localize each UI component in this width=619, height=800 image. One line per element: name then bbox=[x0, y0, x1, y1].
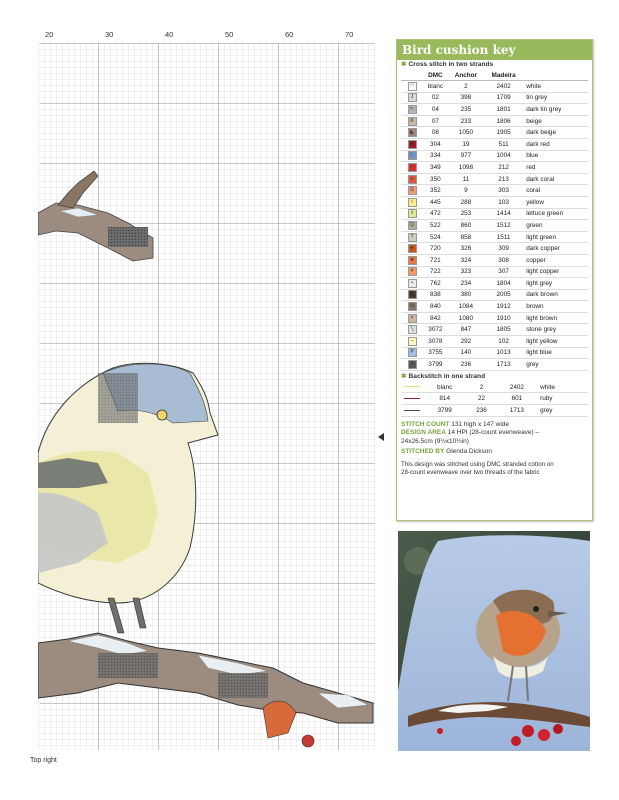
thread-symbol-cell bbox=[401, 150, 423, 162]
thread-symbol-cell bbox=[401, 185, 423, 197]
thread-name-cell: light yellow bbox=[523, 336, 588, 348]
thread-row bbox=[401, 92, 588, 104]
dmc-cell: 304 bbox=[423, 138, 448, 150]
cross-stitch-heading-text: Cross stitch in two strands bbox=[408, 61, 494, 68]
anchor-cell: 2 bbox=[466, 382, 496, 393]
thread-symbol-cell bbox=[401, 254, 423, 266]
thread-swatch-icon: ♀ bbox=[408, 198, 417, 207]
thread-symbol-cell bbox=[401, 81, 423, 93]
backstitch-table bbox=[401, 382, 588, 417]
axis-label: 20 bbox=[45, 30, 54, 39]
anchor-cell: 847 bbox=[448, 324, 484, 336]
thread-swatch-icon: ♠ bbox=[408, 244, 417, 253]
madeira-cell: 2402 bbox=[497, 382, 537, 393]
anchor-cell: 326 bbox=[448, 243, 484, 255]
thread-name-cell: brown bbox=[523, 301, 588, 313]
note-line: This design was stitched using DMC stranded cotton on bbox=[401, 460, 554, 468]
stitch-count-label: STITCH COUNT bbox=[401, 420, 450, 428]
thread-swatch-icon: ? bbox=[408, 233, 417, 242]
chart-axis-labels bbox=[0, 30, 380, 42]
thread-row bbox=[401, 173, 588, 185]
design-area bbox=[397, 429, 592, 438]
thread-swatch-icon: P bbox=[408, 348, 417, 357]
thread-row bbox=[401, 347, 588, 359]
stitched-by bbox=[397, 448, 592, 457]
thread-symbol-cell bbox=[401, 301, 423, 313]
thread-row bbox=[401, 162, 588, 174]
thread-name-cell: light grey bbox=[523, 278, 588, 290]
key-title: Bird cushion key bbox=[397, 40, 592, 60]
thread-name-cell: yellow bbox=[523, 196, 588, 208]
backstitch-row bbox=[401, 405, 588, 417]
thread-name-cell: green bbox=[523, 220, 588, 232]
thread-name-cell: blue bbox=[523, 150, 588, 162]
thread-row bbox=[401, 138, 588, 150]
cross-stitch-table bbox=[401, 70, 588, 371]
thread-swatch-icon: + bbox=[408, 175, 417, 184]
thread-symbol-cell bbox=[401, 243, 423, 255]
thread-swatch-icon: − bbox=[408, 337, 417, 346]
dmc-cell: blanc bbox=[423, 81, 448, 93]
thread-symbol-cell bbox=[401, 312, 423, 324]
madeira-cell: 2005 bbox=[484, 289, 523, 301]
design-area-size: 24x26.5cm (9½x10½in) bbox=[401, 437, 469, 445]
anchor-cell: 380 bbox=[448, 289, 484, 301]
dmc-cell: 3755 bbox=[423, 347, 448, 359]
thread-row bbox=[401, 115, 588, 127]
stitch-count-value: 131 high x 147 wide bbox=[451, 420, 510, 428]
thread-swatch-icon: J bbox=[408, 93, 417, 102]
thread-symbol-cell bbox=[401, 347, 423, 359]
thread-name-cell: red bbox=[523, 162, 588, 174]
thread-row bbox=[401, 289, 588, 301]
madeira-cell: 103 bbox=[484, 196, 523, 208]
anchor-cell: 140 bbox=[448, 347, 484, 359]
thread-row bbox=[401, 81, 588, 93]
thread-row bbox=[401, 220, 588, 232]
stitch-note bbox=[397, 461, 592, 477]
backstitch-line-icon bbox=[404, 386, 420, 387]
madeira-cell: 303 bbox=[484, 185, 523, 197]
thread-swatch-icon: K bbox=[408, 117, 417, 126]
anchor-cell: 2 bbox=[448, 81, 484, 93]
thread-symbol-cell bbox=[401, 208, 423, 220]
thread-symbol-cell bbox=[401, 324, 423, 336]
column-header: DMC bbox=[423, 70, 448, 81]
thread-name-cell: beige bbox=[523, 115, 588, 127]
thread-symbol-cell bbox=[401, 127, 423, 139]
dmc-cell: 445 bbox=[423, 196, 448, 208]
symbol-column-header bbox=[401, 70, 423, 81]
cushion-photo bbox=[398, 531, 590, 751]
thread-symbol-cell bbox=[401, 266, 423, 278]
anchor-cell: 1098 bbox=[448, 162, 484, 174]
dmc-cell: 350 bbox=[423, 173, 448, 185]
madeira-cell: 212 bbox=[484, 162, 523, 174]
thread-row bbox=[401, 266, 588, 278]
madeira-cell: 1804 bbox=[484, 278, 523, 290]
thread-swatch-icon: ★ bbox=[408, 256, 417, 265]
anchor-cell: 233 bbox=[448, 115, 484, 127]
anchor-cell: 398 bbox=[448, 92, 484, 104]
thread-swatch-icon: ╲ bbox=[408, 325, 417, 334]
note-line: 28-count evenweave over two threads of the fabric bbox=[401, 468, 540, 476]
anchor-cell: 323 bbox=[448, 266, 484, 278]
backstitch-heading-text: Backstitch in one strand bbox=[408, 372, 486, 380]
thread-name-cell: white bbox=[537, 382, 588, 393]
thread-swatch-icon: • bbox=[408, 279, 417, 288]
anchor-cell: 858 bbox=[448, 231, 484, 243]
thread-symbol-cell bbox=[401, 162, 423, 174]
backstitch-line-cell bbox=[401, 393, 423, 405]
anchor-cell: 19 bbox=[448, 138, 484, 150]
thread-row bbox=[401, 254, 588, 266]
thread-name-cell: dark beige bbox=[523, 127, 588, 139]
dmc-cell: 04 bbox=[423, 104, 448, 116]
anchor-cell: 288 bbox=[448, 196, 484, 208]
page-position-label: Top right bbox=[30, 757, 57, 764]
dmc-cell: 3799 bbox=[423, 359, 448, 371]
thread-name-cell: dark tin grey bbox=[523, 104, 588, 116]
thread-name-cell: dark coral bbox=[523, 173, 588, 185]
dmc-cell: 762 bbox=[423, 278, 448, 290]
dmc-cell: 08 bbox=[423, 127, 448, 139]
thread-row bbox=[401, 243, 588, 255]
thread-symbol-cell bbox=[401, 138, 423, 150]
thread-name-cell: grey bbox=[537, 405, 588, 417]
madeira-cell: 1709 bbox=[484, 92, 523, 104]
thread-row bbox=[401, 278, 588, 290]
column-header: Madeira bbox=[484, 70, 523, 81]
thread-row bbox=[401, 301, 588, 313]
cross-icon: ✖ bbox=[401, 372, 407, 380]
thread-row bbox=[401, 150, 588, 162]
thread-symbol-cell bbox=[401, 289, 423, 301]
anchor-cell: 292 bbox=[448, 336, 484, 348]
thread-name-cell: dark red bbox=[523, 138, 588, 150]
madeira-cell: 1910 bbox=[484, 312, 523, 324]
dmc-cell: 02 bbox=[423, 92, 448, 104]
dmc-cell: 3078 bbox=[423, 336, 448, 348]
dmc-cell: 722 bbox=[423, 266, 448, 278]
thread-swatch-icon: ▓ bbox=[408, 290, 417, 299]
thread-row bbox=[401, 196, 588, 208]
thread-name-cell: light brown bbox=[523, 312, 588, 324]
anchor-cell: 9 bbox=[448, 185, 484, 197]
madeira-cell: 1713 bbox=[497, 405, 537, 417]
backstitch-line-cell bbox=[401, 382, 423, 393]
anchor-cell: 1084 bbox=[448, 301, 484, 313]
thread-swatch-icon: G bbox=[408, 186, 417, 195]
thread-symbol-cell bbox=[401, 115, 423, 127]
thread-swatch-icon: ◠ bbox=[408, 82, 417, 91]
anchor-cell: 11 bbox=[448, 173, 484, 185]
thread-name-cell: ruby bbox=[537, 393, 588, 405]
madeira-cell: 1511 bbox=[484, 231, 523, 243]
dmc-cell: 472 bbox=[423, 208, 448, 220]
anchor-cell: 236 bbox=[466, 405, 496, 417]
thread-symbol-cell bbox=[401, 359, 423, 371]
thread-swatch-icon: 3 bbox=[408, 360, 417, 369]
thread-swatch-icon: ◣ bbox=[408, 128, 417, 137]
robin-cushion-image bbox=[398, 531, 590, 751]
anchor-cell: 236 bbox=[448, 359, 484, 371]
dmc-cell: 07 bbox=[423, 115, 448, 127]
anchor-cell: 235 bbox=[448, 104, 484, 116]
design-area-value: 14 HPI (28-count evenweave) – bbox=[447, 429, 540, 437]
dmc-cell: 838 bbox=[423, 289, 448, 301]
thread-name-cell: dark copper bbox=[523, 243, 588, 255]
thread-swatch-icon: N bbox=[408, 302, 417, 311]
dmc-cell: 842 bbox=[423, 312, 448, 324]
madeira-cell: 2402 bbox=[484, 81, 523, 93]
anchor-cell: 977 bbox=[448, 150, 484, 162]
axis-label: 40 bbox=[165, 30, 174, 39]
backstitch-line-cell bbox=[401, 405, 423, 417]
madeira-cell: 1801 bbox=[484, 104, 523, 116]
thread-swatch-icon: × bbox=[408, 314, 417, 323]
dmc-cell: 352 bbox=[423, 185, 448, 197]
thread-symbol-cell bbox=[401, 104, 423, 116]
madeira-cell: 309 bbox=[484, 243, 523, 255]
thread-symbol-cell bbox=[401, 173, 423, 185]
madeira-cell: 1013 bbox=[484, 347, 523, 359]
thread-swatch-icon: ◊ bbox=[408, 209, 417, 218]
anchor-cell: 860 bbox=[448, 220, 484, 232]
madeira-cell: 601 bbox=[497, 393, 537, 405]
thread-symbol-cell bbox=[401, 220, 423, 232]
thread-name-cell: grey bbox=[523, 359, 588, 371]
anchor-cell: 253 bbox=[448, 208, 484, 220]
dmc-cell: 524 bbox=[423, 231, 448, 243]
backstitch-line-icon bbox=[404, 398, 420, 399]
stitched-by-label: STITCHED BY bbox=[401, 448, 445, 456]
anchor-cell: 324 bbox=[448, 254, 484, 266]
madeira-cell: 213 bbox=[484, 173, 523, 185]
madeira-cell: 1805 bbox=[484, 324, 523, 336]
anchor-cell: 1080 bbox=[448, 312, 484, 324]
thread-row bbox=[401, 104, 588, 116]
backstitch-heading bbox=[397, 372, 592, 382]
dmc-cell: 349 bbox=[423, 162, 448, 174]
madeira-cell: 308 bbox=[484, 254, 523, 266]
thread-name-cell: tin grey bbox=[523, 92, 588, 104]
thread-name-cell: lettuce green bbox=[523, 208, 588, 220]
cross-icon: ✖ bbox=[401, 61, 407, 68]
thread-symbol-cell bbox=[401, 92, 423, 104]
thread-symbol-cell bbox=[401, 278, 423, 290]
thread-name-cell: light blue bbox=[523, 347, 588, 359]
thread-name-cell: white bbox=[523, 81, 588, 93]
thread-swatch-icon: Q bbox=[408, 221, 417, 230]
thread-name-cell: light green bbox=[523, 231, 588, 243]
madeira-cell: 1806 bbox=[484, 115, 523, 127]
dmc-cell: 3072 bbox=[423, 324, 448, 336]
dmc-cell: 334 bbox=[423, 150, 448, 162]
column-header: Anchor bbox=[448, 70, 484, 81]
axis-label: 70 bbox=[345, 30, 354, 39]
backstitch-line-icon bbox=[404, 410, 420, 411]
madeira-cell: 1512 bbox=[484, 220, 523, 232]
thread-row bbox=[401, 312, 588, 324]
cross-stitch-heading bbox=[397, 60, 592, 70]
center-marker-arrow bbox=[378, 433, 384, 441]
thread-row bbox=[401, 127, 588, 139]
thread-name-cell: copper bbox=[523, 254, 588, 266]
dmc-cell: 720 bbox=[423, 243, 448, 255]
anchor-cell: 1050 bbox=[448, 127, 484, 139]
madeira-cell: 1004 bbox=[484, 150, 523, 162]
thread-name-cell: coral bbox=[523, 185, 588, 197]
madeira-cell: 1912 bbox=[484, 301, 523, 313]
anchor-cell: 22 bbox=[466, 393, 496, 405]
chart-grid bbox=[38, 43, 375, 750]
thread-symbol-cell bbox=[401, 336, 423, 348]
name-column-header bbox=[523, 70, 588, 81]
thread-row bbox=[401, 208, 588, 220]
thread-swatch-icon: ↖ bbox=[408, 105, 417, 114]
dmc-cell: 840 bbox=[423, 301, 448, 313]
axis-label: 30 bbox=[105, 30, 114, 39]
madeira-cell: 102 bbox=[484, 336, 523, 348]
dmc-cell: 721 bbox=[423, 254, 448, 266]
dmc-cell: 522 bbox=[423, 220, 448, 232]
axis-label: 60 bbox=[285, 30, 294, 39]
thread-name-cell: light copper bbox=[523, 266, 588, 278]
thread-key-panel bbox=[396, 39, 593, 521]
stitched-by-value: Glenda Dickson bbox=[446, 448, 493, 456]
madeira-cell: 511 bbox=[484, 138, 523, 150]
axis-label: 50 bbox=[225, 30, 234, 39]
thread-row bbox=[401, 185, 588, 197]
backstitch-row bbox=[401, 382, 588, 393]
thread-swatch-icon: ☾ bbox=[408, 151, 417, 160]
madeira-cell: 1414 bbox=[484, 208, 523, 220]
stitch-count bbox=[397, 421, 592, 430]
thread-symbol-cell bbox=[401, 231, 423, 243]
thread-name-cell: dark brown bbox=[523, 289, 588, 301]
thread-row bbox=[401, 359, 588, 371]
thread-swatch-icon: ■ bbox=[408, 140, 417, 149]
thread-swatch-icon: ✶ bbox=[408, 267, 417, 276]
dmc-cell: 3799 bbox=[423, 405, 466, 417]
madeira-cell: 1905 bbox=[484, 127, 523, 139]
dmc-cell: 814 bbox=[423, 393, 466, 405]
backstitch-row bbox=[401, 393, 588, 405]
anchor-cell: 234 bbox=[448, 278, 484, 290]
cross-stitch-chart bbox=[38, 43, 375, 750]
thread-row bbox=[401, 324, 588, 336]
thread-name-cell: stone grey bbox=[523, 324, 588, 336]
thread-symbol-cell bbox=[401, 196, 423, 208]
design-area-label: DESIGN AREA bbox=[401, 429, 446, 437]
madeira-cell: 1713 bbox=[484, 359, 523, 371]
madeira-cell: 307 bbox=[484, 266, 523, 278]
thread-row bbox=[401, 231, 588, 243]
thread-row bbox=[401, 336, 588, 348]
dmc-cell: blanc bbox=[423, 382, 466, 393]
thread-swatch-icon: • bbox=[408, 163, 417, 172]
